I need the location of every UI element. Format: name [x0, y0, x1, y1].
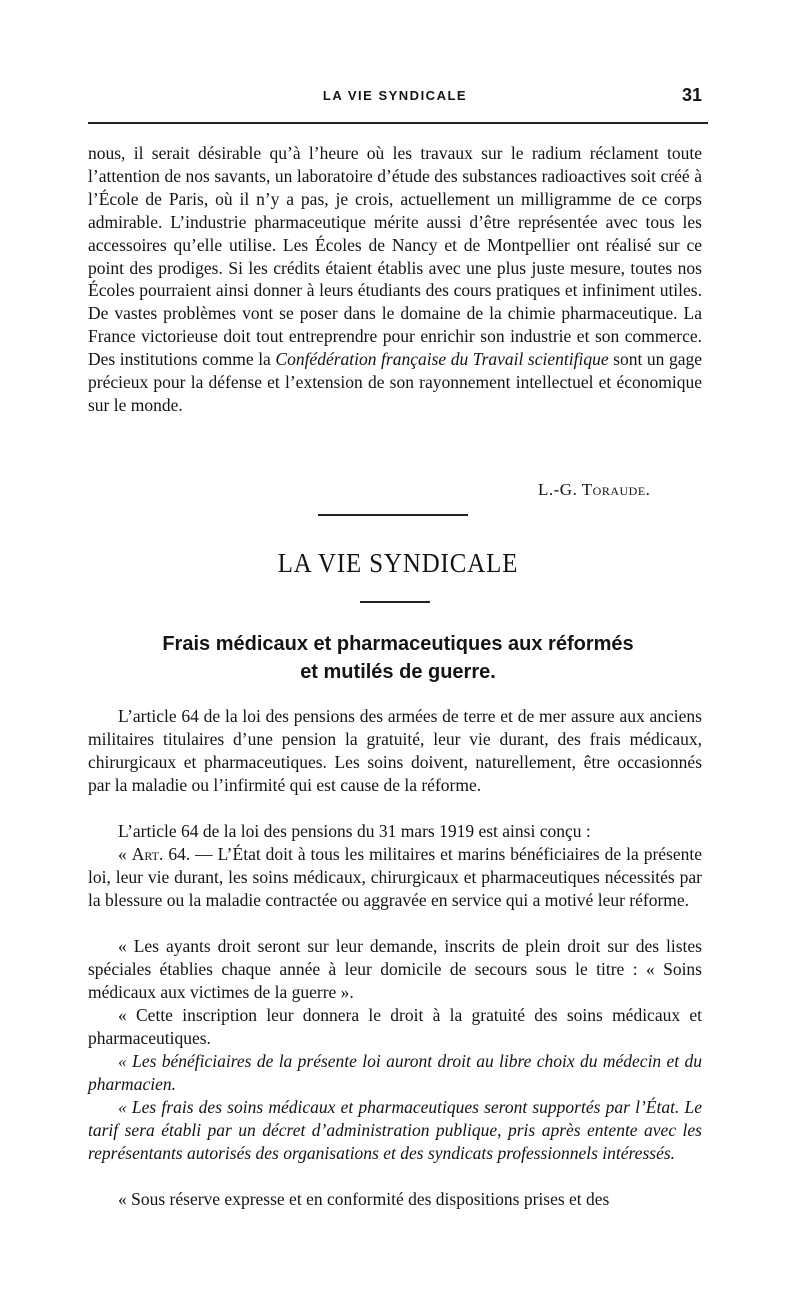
- article-title-line1: Frais médicaux et pharmaceutiques aux réformés: [162, 633, 634, 655]
- body-paragraph-8: « Sous réserve expresse et en conformité des dispositions prises et des: [118, 1189, 610, 1209]
- signature-initials: L.-G. T: [538, 480, 593, 499]
- body-paragraph-1: L’article 64 de la loi des pensions des armées de terre et de mer assure aux anciens militaires titulaires d’une pension la gratuité, leur vie durant, des frais médicaux, chirurgicaux et pharmaceutiques. Les soins doivent, naturellement, être occasionnés par la maladie ou l’infirmité qui est cause de la réforme.: [88, 706, 702, 795]
- author-signature: [538, 480, 650, 500]
- intro-paragraph: [88, 142, 702, 417]
- article-title: [88, 630, 708, 686]
- page-number: 31: [681, 85, 702, 105]
- header-rule: [88, 122, 708, 124]
- quote-open: «: [118, 844, 132, 864]
- body-paragraph-7: « Les frais des soins médicaux et pharmaceutiques seront supportés par l’État. Le tarif sera établi par un décret d’administration publique, pris après entente avec les représentants autorisés des organisations et des syndicats professionnels intéressés.: [88, 1097, 702, 1163]
- intro-text-part1: nous, il serait désirable qu’à l’heure où les travaux sur le radium réclament toute l’attention de nos savants, un laboratoire d’étude des substances radioactives soit créé à l’École de Paris, où il n’y a pas, je crois, actuellement un milligramme de ce corps admirable. L’industrie pharmaceutique mérite aussi d’être représentée avec tous les accessoires qu’elle utilise. Les Écoles de Nancy et de Montpellier ont réalisé sur ce point des prodiges. Si les crédits étaient établis avec une plus juste mesure, toutes nos Écoles pourraient ainsi donner à leurs étudiants des cours pratiques et infiniment utiles. De vastes problèmes vont se poser dans le domaine de la chimie pharmaceutique. La France victorieuse doit tout entreprendre pour enrichir son industrie et son commerce. Des institutions comme la: [88, 143, 702, 370]
- signature-surname: oraude.: [592, 480, 651, 499]
- body-paragraph-3: [88, 843, 702, 912]
- intro-institution-name: Confédération française du Travail scientifique: [275, 349, 609, 370]
- intro-text-part2: sont un gage précieux pour la défense et l’extension de son rayonnement intellectuel et économique sur le monde.: [88, 349, 702, 415]
- section-divider-bottom: [360, 601, 430, 603]
- section-divider-top: [318, 514, 468, 516]
- running-head-title: LA VIE SYNDICALE: [322, 88, 468, 103]
- article-title-line2: et mutilés de guerre.: [300, 661, 496, 683]
- body-paragraph-2: L’article 64 de la loi des pensions du 31 mars 1919 est ainsi conçu :: [118, 821, 591, 841]
- running-head: [88, 85, 702, 112]
- body-paragraph-4: « Les ayants droit seront sur leur demande, inscrits de plein droit sur des listes spéciales établies chaque année à leur domicile de secours sous le titre : « Soins médicaux aux victimes de la guerre ».: [88, 936, 702, 1002]
- article-label: Art.: [131, 844, 164, 864]
- body-paragraph-5: « Cette inscription leur donnera le droit à la gratuité des soins médicaux et pharmaceutiques.: [88, 1005, 702, 1048]
- section-title: LA VIE SYNDICALE: [277, 548, 519, 578]
- body-paragraph-6: « Les bénéficiaires de la présente loi auront droit au libre choix du médecin et du pharmacien.: [88, 1051, 702, 1094]
- article-64-text: 64. — L’État doit à tous les militaires et marins bénéficiaires de la présente loi, leur vie durant, les soins médicaux, chirurgicaux et pharmaceutiques nécessités par la blessure ou la maladie contractée ou aggravée en service qui a motivé leur réforme.: [88, 844, 703, 910]
